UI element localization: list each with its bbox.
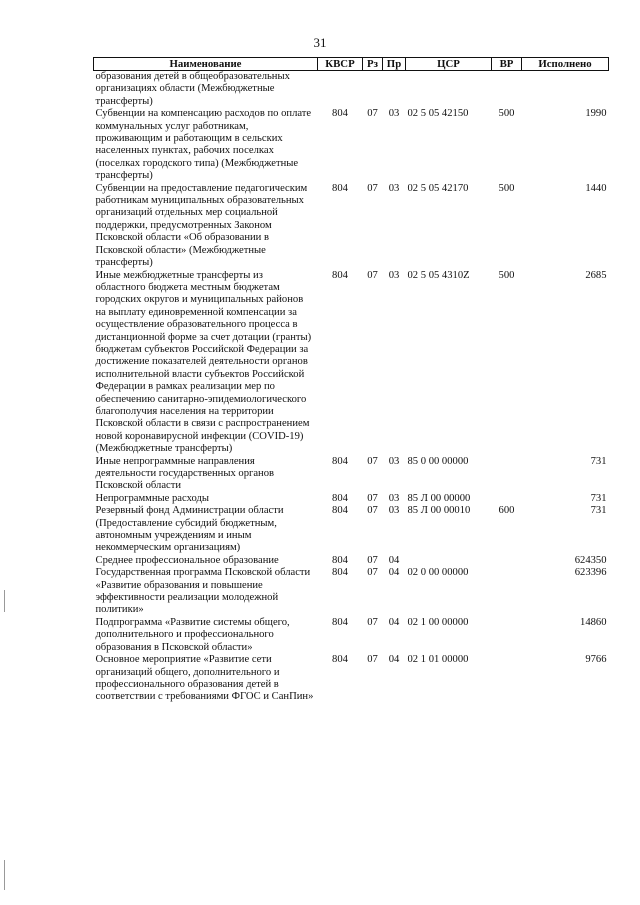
row-csr: 85 0 00 00000 — [407, 455, 469, 467]
table-row — [94, 617, 609, 654]
row-kvsr: 804 — [332, 505, 348, 517]
row-rz: 07 — [367, 505, 378, 517]
row-vr — [492, 555, 522, 567]
scan-edge-mark — [4, 590, 5, 612]
row-pr: 04 — [388, 616, 400, 628]
row-executed: 14860 — [580, 616, 607, 628]
row-vr — [492, 654, 522, 704]
table-row — [94, 505, 609, 555]
row-vr: 500 — [498, 108, 515, 120]
row-pr: 03 — [388, 182, 400, 194]
row-csr: 02 5 05 42150 — [407, 108, 469, 120]
table-row — [94, 183, 609, 270]
row-vr: 500 — [498, 269, 515, 281]
row-name: Основное мероприятие «Развитие сети организаций общего, дополнительного и профессионального образования детей в соответствии с требованиями ФГОС и СанПин» — [95, 654, 314, 703]
row-rz — [363, 71, 383, 109]
row-name: Иные непрограммные направления деятельности государственных органов Псковской области — [95, 455, 275, 492]
row-name: Подпрограмма «Развитие системы общего, дополнительного и профессионального образования в Псковской области» — [95, 616, 290, 653]
row-kvsr: 804 — [332, 492, 348, 504]
budget-table — [93, 57, 609, 704]
table-row — [94, 108, 609, 182]
row-kvsr: 804 — [332, 567, 348, 579]
table-row — [94, 654, 609, 704]
row-executed: 731 — [590, 492, 607, 504]
row-name: Среднее профессиональное образование — [95, 554, 279, 566]
row-executed: 2685 — [585, 269, 607, 281]
row-vr — [492, 71, 522, 109]
row-vr: 600 — [498, 505, 515, 517]
row-pr: 03 — [388, 269, 400, 281]
table-row — [94, 456, 609, 493]
row-rz: 07 — [367, 654, 378, 666]
row-pr — [383, 71, 406, 109]
row-pr: 03 — [388, 108, 400, 120]
row-name: Иные межбюджетные трансферты из областного бюджета местным бюджетам городских округов и муниципальных районов на выплату единовременной компенсации за осуществление образовательного процесса в дистанционной форме за счет дотации (гранты) бюджетам субъектов Российской Федерации за достижение показателей деятельности органов исполнительной власти субъектов Российской Федерации в рамках реализации мер по обеспечению санитарно-эпидемиологического благополучия населения на территории Псковской области в связи с распространением новой коронавирусной инфекции (COVID-19) (Межбюджетные трансферты) — [95, 269, 312, 455]
row-vr — [492, 617, 522, 654]
row-name: образования детей в общеобразовательных организациях области (Межбюджетные трансферты) — [95, 71, 290, 107]
page-number: 31 — [313, 35, 327, 50]
row-executed: 623396 — [574, 567, 607, 579]
header-csr: ЦСР — [406, 58, 492, 71]
row-csr: 02 1 00 00000 — [407, 616, 469, 628]
row-rz: 07 — [367, 492, 378, 504]
table-row — [94, 71, 609, 109]
row-executed: 9766 — [585, 654, 607, 666]
row-pr: 04 — [388, 554, 400, 566]
row-rz: 07 — [367, 616, 378, 628]
header-executed: Исполнено — [522, 58, 609, 71]
row-pr: 04 — [388, 654, 400, 666]
row-csr — [406, 71, 492, 109]
row-csr: 02 0 00 00000 — [407, 567, 469, 579]
row-csr: 85 Л 00 00000 — [407, 492, 471, 504]
row-name: Субвенции на компенсацию расходов по оплате коммунальных услуг работникам, проживающим и работающим в сельских населенных пунктах, рабочих поселках (поселках городского типа) (Межбюджетные трансферты) — [95, 108, 312, 182]
row-executed: 731 — [590, 455, 607, 467]
row-executed — [522, 71, 609, 109]
row-csr — [406, 555, 492, 567]
header-pr: Пр — [383, 58, 406, 71]
row-pr: 03 — [388, 492, 400, 504]
row-kvsr: 804 — [332, 108, 348, 120]
row-kvsr: 804 — [332, 554, 348, 566]
row-pr: 03 — [388, 455, 400, 467]
row-kvsr: 804 — [332, 616, 348, 628]
row-vr: 500 — [498, 182, 515, 194]
table-row — [94, 555, 609, 567]
row-name: Государственная программа Псковской области «Развитие образования и повышение эффективности реализации молодежной политики» — [95, 567, 311, 616]
row-csr: 02 1 01 00000 — [407, 654, 469, 666]
table-row — [94, 493, 609, 505]
row-executed: 1440 — [585, 182, 607, 194]
row-csr: 02 5 05 42170 — [407, 182, 469, 194]
row-rz: 07 — [367, 182, 378, 194]
header-vr: ВР — [492, 58, 522, 71]
row-rz: 07 — [367, 108, 378, 120]
row-vr — [492, 456, 522, 493]
row-rz: 07 — [367, 567, 378, 579]
header-rz: Рз — [363, 58, 383, 71]
row-rz: 07 — [367, 554, 378, 566]
row-name: Непрограммные расходы — [95, 492, 209, 504]
table-row — [94, 567, 609, 617]
header-name: Наименование — [94, 58, 318, 71]
row-executed: 731 — [590, 505, 607, 517]
row-kvsr: 804 — [332, 269, 348, 281]
scan-edge-mark — [4, 860, 5, 890]
row-rz: 07 — [367, 269, 378, 281]
row-csr: 85 Л 00 00010 — [407, 505, 471, 517]
row-kvsr: 804 — [332, 182, 348, 194]
row-executed: 1990 — [585, 108, 607, 120]
header-kvsr: КВСР — [318, 58, 363, 71]
row-pr: 03 — [388, 505, 400, 517]
table-header-row — [94, 58, 609, 71]
row-rz: 07 — [367, 455, 378, 467]
row-name: Субвенции на предоставление педагогическим работникам муниципальных образовательных организаций отдельных мер социальной поддержки, предусмотренных Законом Псковской области «Об образовании в Псковской области» (Межбюджетные трансферты) — [95, 182, 308, 269]
row-name: Резервный фонд Администрации области (Предоставление субсидий бюджетным, автономным учреждениям и иным некоммерческим организациям) — [95, 505, 284, 554]
row-vr — [492, 493, 522, 505]
row-kvsr: 804 — [332, 654, 348, 666]
row-vr — [492, 567, 522, 617]
row-pr: 04 — [388, 567, 400, 579]
row-executed: 624350 — [574, 554, 607, 566]
row-csr: 02 5 05 4310Z — [407, 269, 470, 281]
table-row — [94, 270, 609, 456]
row-kvsr — [318, 71, 363, 109]
row-kvsr: 804 — [332, 455, 348, 467]
